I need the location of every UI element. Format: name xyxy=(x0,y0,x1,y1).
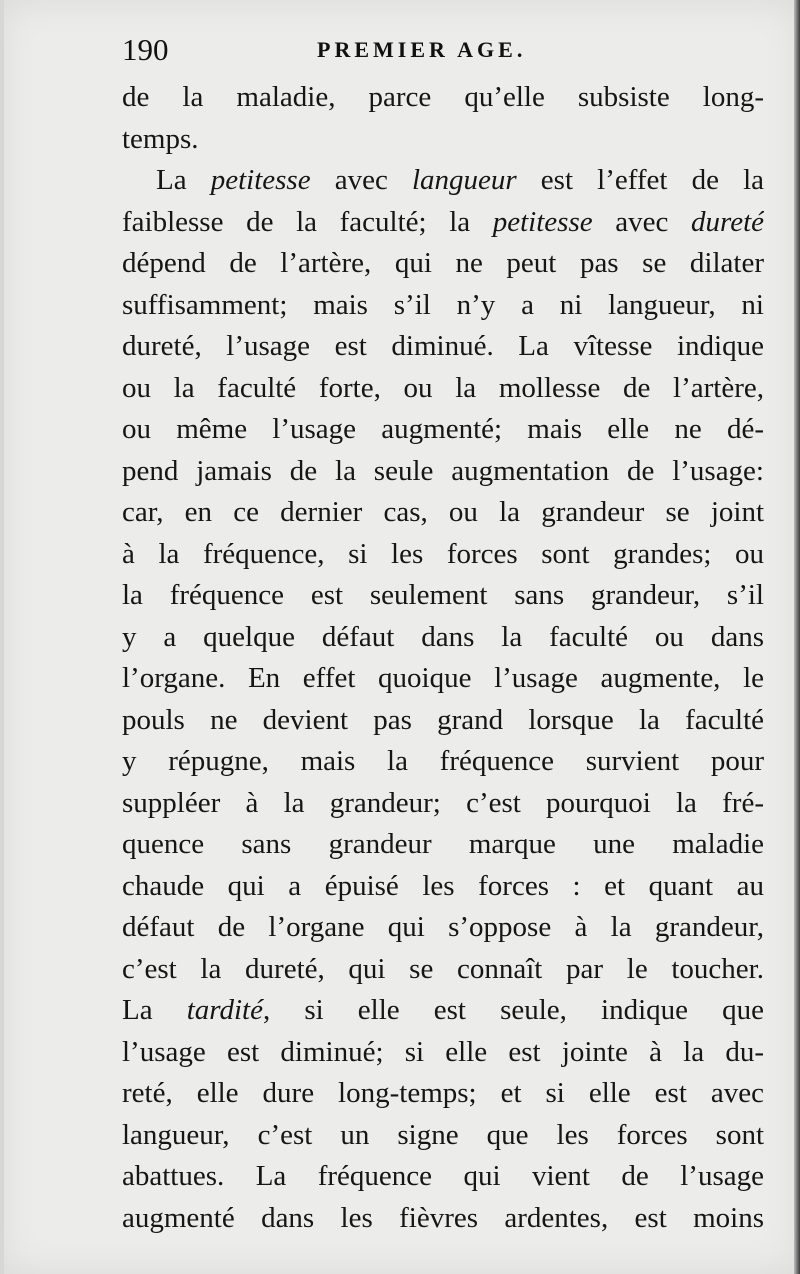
text-run: faiblesse de la faculté; la xyxy=(122,205,493,238)
text-run: abattues. La fréquence qui vient de l’usage xyxy=(122,1160,764,1192)
text-run: dépend de l’artère, qui ne peut pas se dilater xyxy=(122,247,764,279)
text-run: ou la faculté forte, ou la mollesse de l’artère, xyxy=(122,371,764,404)
text-run: pouls ne devient pas grand lorsque la faculté xyxy=(122,703,764,736)
text-run: augmenté dans les fièvres ardentes, est moins xyxy=(122,1201,764,1234)
text-run: la fréquence est seulement sans grandeur, s’il xyxy=(122,579,764,611)
text-line xyxy=(122,451,764,493)
text-run: pend jamais de la seule augmentation de l’usage: xyxy=(122,454,764,487)
text-run: est l’effet de la xyxy=(516,164,764,196)
text-line xyxy=(122,1115,764,1157)
text-run: suffisamment; mais s’il n’y a ni langueur, ni xyxy=(122,288,764,321)
text-run: l’organe. En effet quoique l’usage augmente, le xyxy=(122,662,764,694)
text-run: avec xyxy=(310,164,412,196)
text-line xyxy=(122,409,764,451)
text-run: La xyxy=(156,164,211,196)
text-line xyxy=(122,617,764,659)
text-run: y répugne, mais la fréquence survient pour xyxy=(122,745,764,777)
text-run: défaut de l’organe qui s’oppose à la grandeur, xyxy=(122,911,764,943)
text-line xyxy=(122,243,764,285)
text-run: suppléer à la grandeur; c’est pourquoi la fré- xyxy=(122,786,764,819)
text-line xyxy=(122,202,764,244)
text-run: temps. xyxy=(122,122,199,155)
text-run: c’est la dureté, qui se connaît par le toucher. xyxy=(122,952,764,985)
running-head xyxy=(122,30,762,70)
italic-term: tardité xyxy=(186,994,263,1026)
text-run: à la fréquence, si les forces sont grandes; ou xyxy=(122,537,764,570)
page-left-edge xyxy=(0,0,4,1274)
text-line xyxy=(122,492,764,534)
text-line xyxy=(122,119,764,161)
running-title: PREMIER AGE. xyxy=(317,37,527,62)
text-line xyxy=(122,658,764,700)
text-line xyxy=(122,700,764,742)
text-line xyxy=(122,575,764,617)
text-run: ou même l’usage augmenté; mais elle ne dé- xyxy=(122,413,764,445)
text-run: avec xyxy=(592,205,691,238)
text-run: l’usage est diminué; si elle est jointe à la du- xyxy=(122,1035,764,1068)
text-line xyxy=(122,907,764,949)
text-line xyxy=(122,990,764,1032)
page-right-edge-shadow xyxy=(794,0,800,1274)
text-line xyxy=(122,866,764,908)
text-line xyxy=(122,949,764,991)
text-line xyxy=(122,824,764,866)
page-number: 190 xyxy=(122,32,169,67)
italic-term: petitesse xyxy=(492,205,593,238)
italic-term: langueur xyxy=(411,164,517,196)
text-run: reté, elle dure long-temps; et si elle est avec xyxy=(122,1077,764,1109)
text-line xyxy=(122,326,764,368)
text-line xyxy=(122,534,764,576)
text-run: langueur, c’est un signe que les forces sont xyxy=(122,1118,764,1151)
text-line xyxy=(122,1032,764,1074)
body-text xyxy=(122,77,764,1239)
text-line xyxy=(122,1198,764,1240)
text-run: car, en ce dernier cas, ou la grandeur se joint xyxy=(122,496,764,528)
text-line xyxy=(122,160,764,202)
text-run: , si elle est seule, indique que xyxy=(262,994,764,1026)
text-run: dureté, l’usage est diminué. La vîtesse indique xyxy=(122,330,764,362)
text-line xyxy=(122,1073,764,1115)
italic-term: dureté xyxy=(690,205,764,238)
text-line xyxy=(122,77,764,119)
text-run: La xyxy=(122,994,187,1026)
text-run: y a quelque défaut dans la faculté ou dans xyxy=(122,620,764,653)
text-line xyxy=(122,783,764,825)
text-line xyxy=(122,741,764,783)
text-run: chaude qui a épuisé les forces : et quant au xyxy=(122,869,764,902)
text-run: de la maladie, parce qu’elle subsiste long- xyxy=(122,81,764,113)
text-line xyxy=(122,368,764,410)
italic-term: petitesse xyxy=(210,164,311,196)
text-line xyxy=(122,1156,764,1198)
text-run: quence sans grandeur marque une maladie xyxy=(122,828,764,860)
text-line xyxy=(122,285,764,327)
